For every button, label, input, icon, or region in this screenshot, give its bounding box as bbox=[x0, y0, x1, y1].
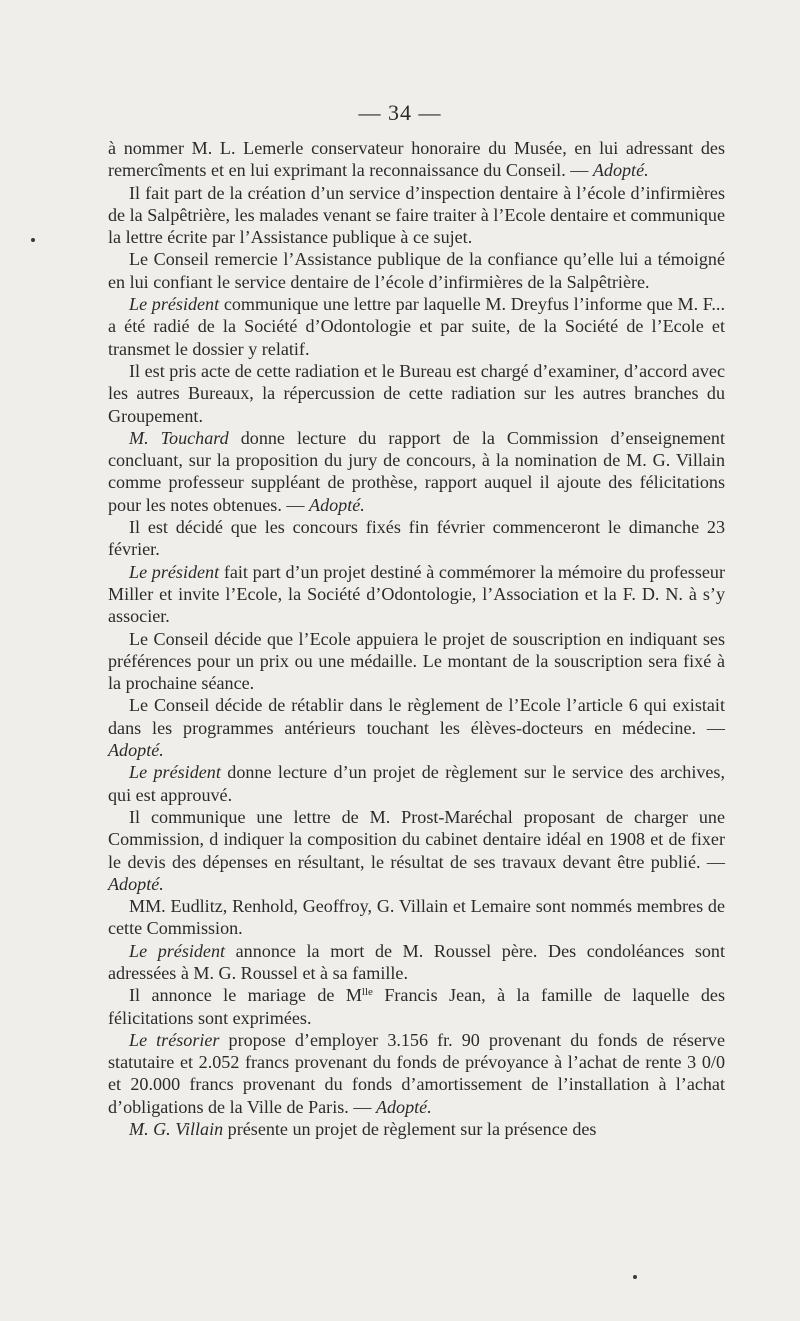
text-run: Le Conseil décide de rétablir dans le règlement de l’Ecole l’article 6 qui existait dans les programmes antérieurs touchant les élèves-docteurs en médecine. — bbox=[108, 695, 725, 738]
italic-text: Adopté. bbox=[592, 160, 649, 181]
paragraph bbox=[108, 761, 725, 806]
text-run: donne lecture d’un projet de règlement sur le service des archives, qui est approuvé. bbox=[108, 762, 725, 805]
paragraph bbox=[108, 182, 725, 249]
text-run: Il annonce le mariage de M bbox=[129, 985, 362, 1006]
italic-text: Adopté. bbox=[309, 494, 365, 515]
text-run: Francis Jean, à la famille de laquelle des félicitations sont exprimées. bbox=[108, 985, 725, 1028]
paragraph bbox=[108, 248, 725, 293]
italic-text: Le président bbox=[129, 294, 220, 315]
ink-speck bbox=[31, 238, 35, 242]
paragraph bbox=[108, 940, 725, 985]
text-run: à nommer M. L. Lemerle conservateur honoraire du Musée, en lui adressant des remercîments et en lui exprimant la reconnaissance du Conseil. — bbox=[108, 138, 725, 181]
text-run: communique une lettre par laquelle M. Dreyfus l’informe que M. F... a été radié de la Société d’Odontologie et par suite, de la Société de l’Ecole et transmet le dossier y relatif. bbox=[108, 294, 725, 359]
paragraph bbox=[108, 137, 725, 182]
italic-text: Adopté. bbox=[108, 873, 164, 894]
text-run: donne lecture du rapport de la Commission d’enseignement concluant, sur la proposition du jury de concours, à la nomination de M. G. Villain comme professeur suppléant de prothèse, rapport auquel il ajoute des félicitations pour les notes obtenues. — bbox=[108, 427, 726, 515]
paragraph bbox=[108, 293, 725, 360]
italic-text: M. Touchard bbox=[129, 427, 229, 448]
italic-text: Adopté. bbox=[108, 740, 164, 761]
text-run: Le Conseil décide que l’Ecole appuiera le projet de souscription en indiquant ses préférences pour un prix ou une médaille. Le montant de la souscription sera fixé à la prochaine séance. bbox=[108, 628, 725, 694]
paragraph bbox=[108, 806, 725, 895]
body-text bbox=[108, 137, 725, 1140]
italic-text: Adopté. bbox=[375, 1096, 432, 1117]
text-run: fait part d’un projet destiné à commémorer la mémoire du professeur Miller et invite l’Ecole, la Société d’Odontologie, l’Association et la F. D. N. à s’y associer. bbox=[108, 561, 725, 627]
italic-text: Le trésorier bbox=[129, 1029, 220, 1050]
text-run: Il fait part de la création d’un service d’inspection dentaire à l’école d’infirmières de la Salpêtrière, les malades venant se faire traiter à l’Ecole dentaire et communique la lettre écrite par l’Assistance publique à ce sujet. bbox=[108, 182, 725, 248]
paragraph bbox=[108, 694, 725, 761]
italic-text: Le président bbox=[129, 762, 221, 783]
paragraph bbox=[108, 628, 725, 695]
text-run: MM. Eudlitz, Renhold, Geoffroy, G. Villain et Lemaire sont nommés membres de cette Commission. bbox=[108, 896, 725, 939]
superscript-text: lle bbox=[361, 986, 373, 999]
text-run: propose d’employer 3.156 fr. 90 provenant du fonds de réserve statutaire et 2.052 francs provenant du fonds de prévoyance à l’achat de rente 3 0/0 et 20.000 francs provenant du fonds d’amortissement de l’installation à l’achat d’obligations de la Ville de Paris. — bbox=[108, 1029, 725, 1117]
paragraph bbox=[108, 1118, 725, 1140]
italic-text: M. G. Villain bbox=[129, 1119, 224, 1140]
paragraph bbox=[108, 427, 725, 516]
text-run: annonce la mort de M. Roussel père. Des condoléances sont adressées à M. G. Roussel et à sa famille. bbox=[108, 940, 725, 983]
paragraph bbox=[108, 984, 725, 1029]
paragraph bbox=[108, 561, 725, 628]
text-run: Il communique une lettre de M. Prost-Maréchal proposant de charger une Commission, d indiquer la composition du cabinet dentaire idéal en 1908 et de fixer le devis des dépenses en résultant, le résultat de ses travaux devant être publié. — bbox=[108, 806, 725, 872]
italic-text: Le président bbox=[129, 561, 220, 582]
page-number: — 34 — bbox=[358, 100, 442, 125]
ink-speck bbox=[633, 1275, 637, 1279]
text-run: Il est pris acte de cette radiation et le Bureau est chargé d’examiner, d’accord avec les autres Bureaux, la répercussion de cette radiation sur les autres branches du Groupement. bbox=[108, 360, 725, 426]
paragraph bbox=[108, 895, 725, 940]
text-run: présente un projet de règlement sur la présence des bbox=[223, 1119, 597, 1140]
paragraph bbox=[108, 1029, 725, 1118]
italic-text: Le président bbox=[129, 940, 226, 961]
text-run: Le Conseil remercie l’Assistance publique de la confiance qu’elle lui a témoigné en lui confiant le service dentaire de l’école d’infirmières de la Salpêtrière. bbox=[108, 249, 725, 292]
text-run: Il est décidé que les concours fixés fin février commenceront le dimanche 23 février. bbox=[108, 517, 725, 560]
paragraph bbox=[108, 360, 725, 427]
paragraph bbox=[108, 516, 725, 561]
